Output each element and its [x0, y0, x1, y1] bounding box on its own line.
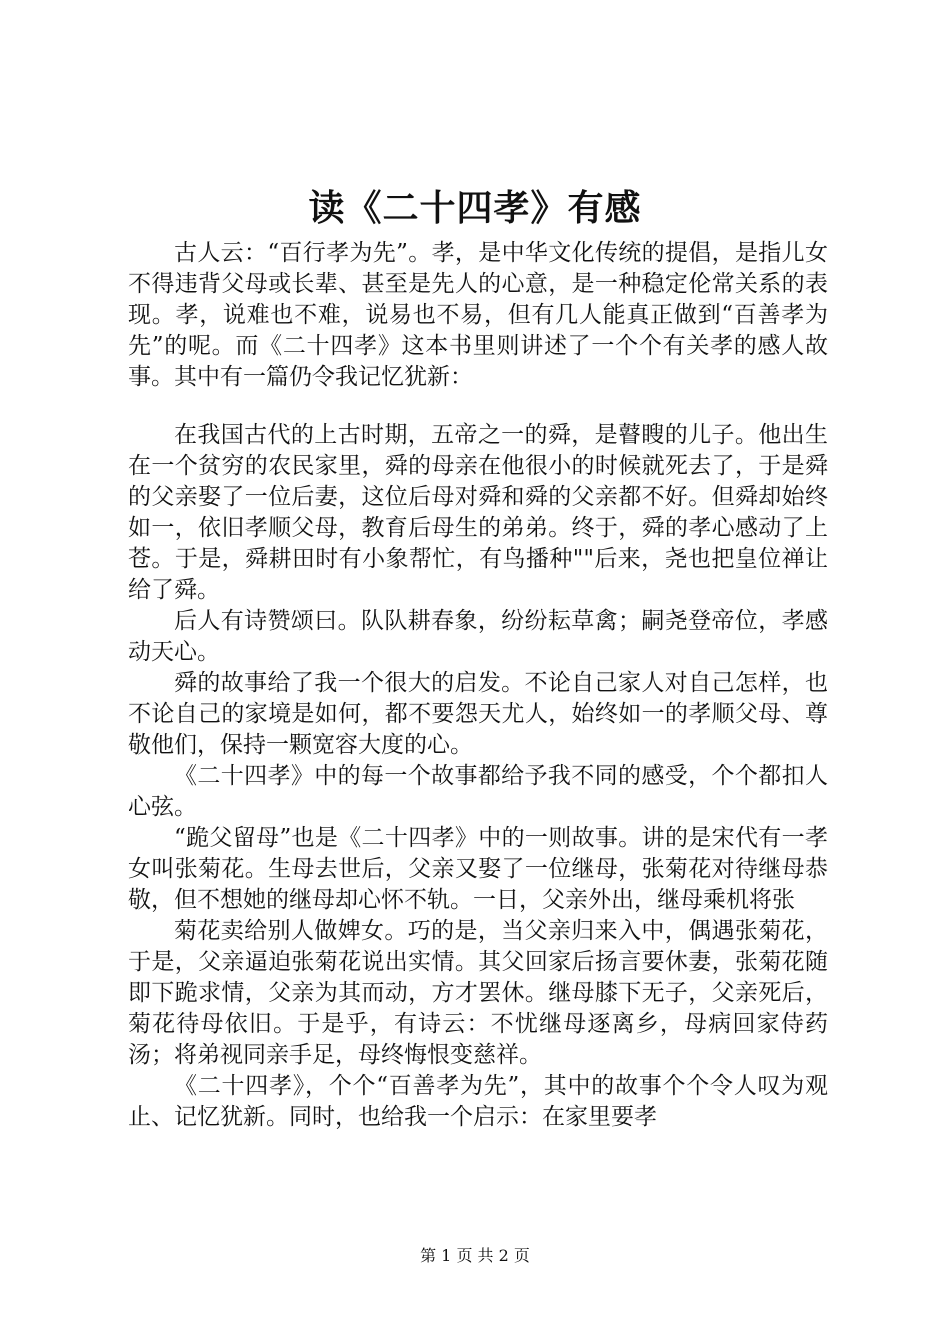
document-body — [128, 238, 828, 1133]
paragraph-poem-shun: 后人有诗赞颂曰。队队耕春象，纷纷耘草禽；嗣尧登帝位，孝感动天心。 — [128, 608, 828, 665]
paragraph-juhua-continued: 菊花卖给别人做婢女。巧的是，当父亲归来入中，偶遇张菊花，于是，父亲逼迫张菊花说出实情。其父回家后扬言要休妻，张菊花随即下跪求情，父亲为其而动，方才罢休。继母膝下无子，父亲死后，菊花待母依旧。于是乎，有诗云：不忧继母逐离乡，母病回家侍药汤；将弟视同亲手足，母终悔恨变慈祥。 — [128, 918, 828, 1068]
paragraph-shun-story: 在我国古代的上古时期，五帝之一的舜，是瞽瞍的儿子。他出生在一个贫穷的农民家里，舜的母亲在他很小的时候就死去了，于是舜的父亲娶了一位后妻，这位后母对舜和舜的父亲都不好。但舜却始终如一，依旧孝顺父母，教育后母生的弟弟。终于，舜的孝心感动了上苍。于是，舜耕田时有小象帮忙，有鸟播种""后来，尧也把皇位禅让给了舜。 — [128, 422, 828, 603]
paragraph-conclusion: 《二十四孝》，个个“百善孝为先”，其中的故事个个令人叹为观止、记忆犹新。同时，也给我一个启示：在家里要孝 — [128, 1073, 828, 1130]
paragraph-intro: 古人云：“百行孝为先”。孝，是中华文化传统的提倡，是指儿女不得违背父母或长辈、甚至是先人的心意，是一种稳定伦常关系的表现。孝，说难也不难，说易也不易，但有几人能真正做到“百善孝为先”的呢。而《二十四孝》这本书里则讲述了一个个有关孝的感人故事。其中有一篇仍令我记忆犹新： — [128, 240, 828, 390]
paragraph-feeling: 《二十四孝》中的每一个故事都给予我不同的感受，个个都扣人心弦。 — [128, 763, 828, 820]
document-title: 读《二十四孝》有感 — [308, 187, 642, 229]
page-number: 第 1 页 共 2 页 — [420, 1246, 530, 1265]
paragraph-reflection: 舜的故事给了我一个很大的启发。不论自己家人对自己怎样，也不论自己的家境是如何，都不要怨天尤人，始终如一的孝顺父母、尊敬他们，保持一颗宽容大度的心。 — [128, 670, 828, 758]
paragraph-juhua-story: “跪父留母”也是《二十四孝》中的一则故事。讲的是宋代有一孝女叫张菊花。生母去世后，父亲又娶了一位继母，张菊花对待继母恭敬，但不想她的继母却心怀不轨。一日，父亲外出，继母乘机将张 — [128, 825, 828, 913]
